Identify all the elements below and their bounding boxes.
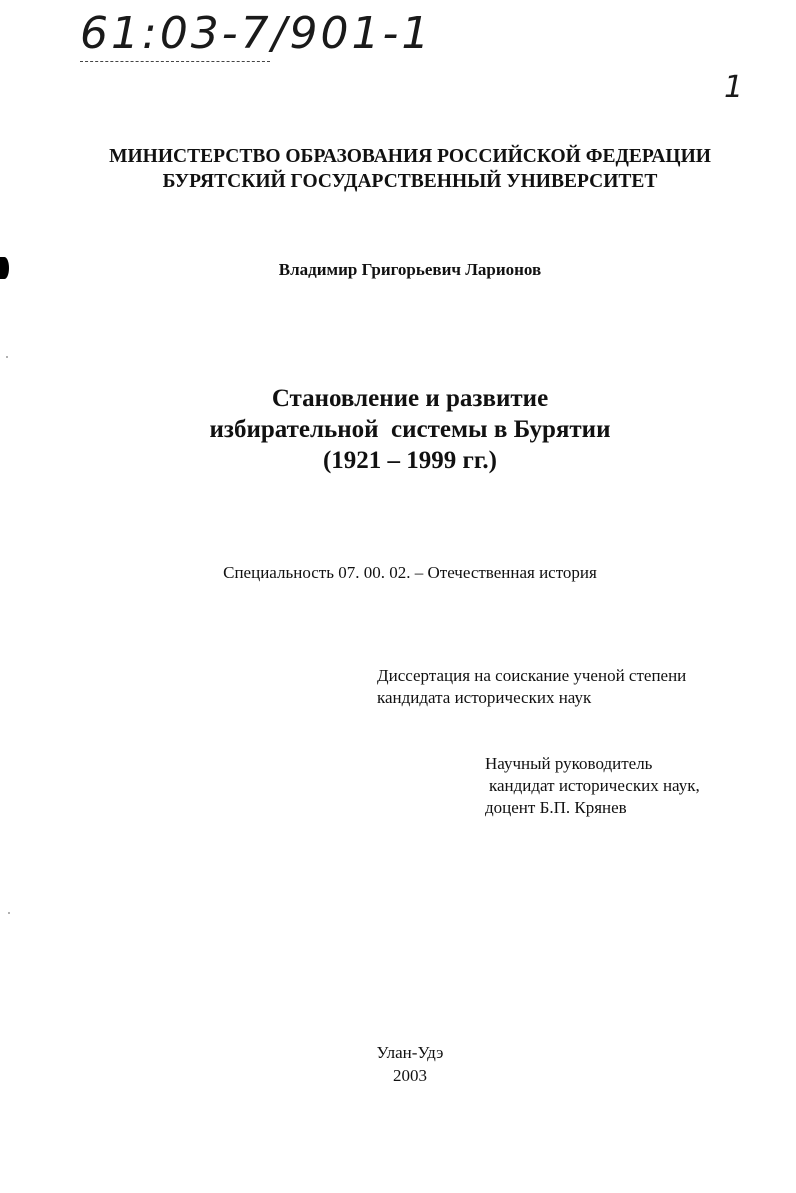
- title-line-2: избирательной системы в Бурятии: [209, 416, 611, 443]
- specialty-line: Специальность 07. 00. 02. – Отечественная история: [223, 563, 597, 582]
- supervisor-line-2: кандидат исторических наук,: [489, 776, 700, 795]
- supervisor-block: [485, 753, 700, 819]
- city-name: Улан-Удэ: [376, 1043, 444, 1062]
- university-name: БУРЯТСКИЙ ГОСУДАРСТВЕННЫЙ УНИВЕРСИТЕТ: [162, 171, 658, 192]
- title-line-1: Становление и развитие: [271, 385, 549, 412]
- handwritten-catalog-code: 61:03-7/901-1: [80, 8, 433, 59]
- place-and-year: [0, 1041, 796, 1087]
- author-name: Владимир Григорьевич Ларионов: [278, 260, 542, 279]
- dissertation-degree: [377, 665, 686, 709]
- scan-speck: [6, 356, 8, 358]
- handwritten-underline: [80, 61, 270, 62]
- title-line-3: (1921 – 1999 гг.): [322, 447, 498, 474]
- ministry-name: МИНИСТЕРСТВО ОБРАЗОВАНИЯ РОССИЙСКОЙ ФЕДЕРАЦИИ: [109, 146, 711, 167]
- handwritten-page-number: 1: [724, 70, 744, 105]
- degree-line-2: кандидата исторических наук: [377, 688, 592, 707]
- degree-line-1: Диссертация на соискание ученой степени: [377, 666, 687, 685]
- year: 2003: [393, 1066, 427, 1085]
- supervisor-line-1: Научный руководитель: [485, 754, 653, 773]
- dissertation-title: [0, 383, 796, 476]
- institution-header: [0, 144, 796, 194]
- supervisor-line-3: доцент Б.П. Крянев: [485, 798, 627, 817]
- scan-speck: [8, 912, 10, 914]
